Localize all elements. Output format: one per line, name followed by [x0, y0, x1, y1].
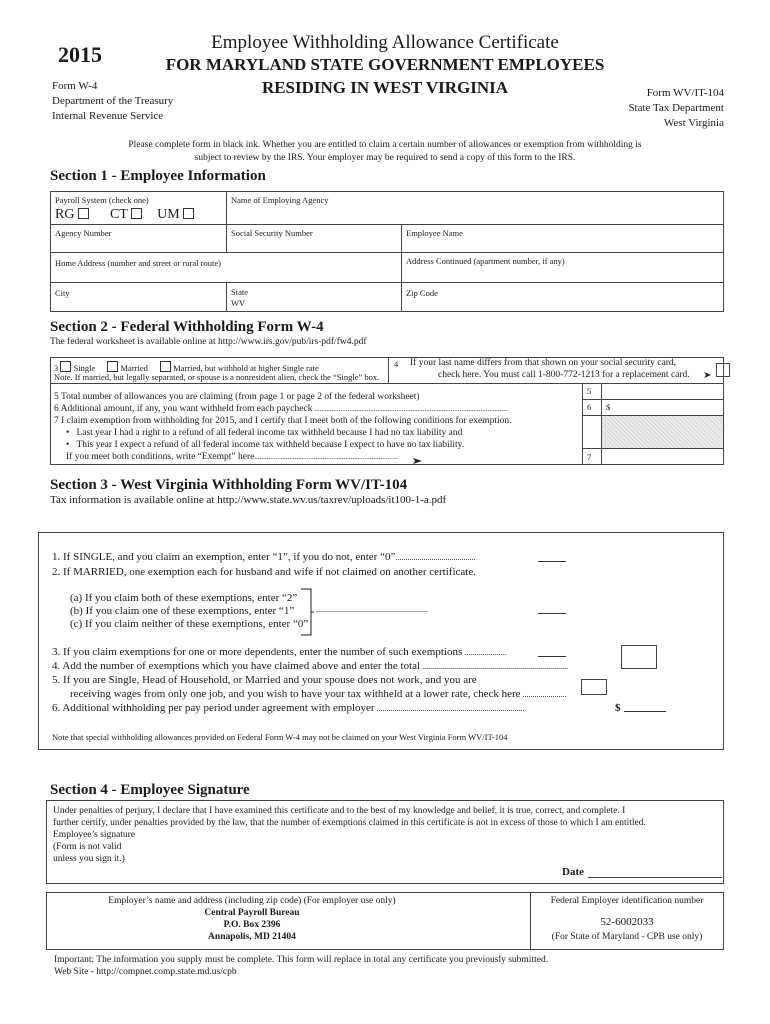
employer-name: Central Payroll Bureau — [204, 908, 300, 918]
wv-line1-input[interactable] — [538, 554, 566, 562]
section3-box — [38, 532, 724, 750]
wv-line6: 6. Additional withholding per pay period under agreement with employer .......................................................................... — [52, 702, 525, 714]
line6-text: 6 Additional amount, if any, you want withheld from each paycheck ............................................................................................................... — [54, 404, 509, 414]
irs-label: Internal Revenue Service — [52, 110, 164, 122]
state-tax-dept: State Tax Department — [628, 102, 724, 114]
single-checkbox[interactable] — [60, 361, 71, 372]
address-continued-label: Address Continued (apartment number, if any) — [406, 256, 565, 266]
date-label: Date — [562, 866, 584, 878]
employer-po-box: P.O. Box 2396 — [223, 920, 281, 930]
payroll-system-label: Payroll System (check one) — [55, 195, 149, 205]
ssn-label: Social Security Number — [231, 228, 313, 238]
wv-line5a: 5. If you are Single, Head of Household, or Married and your spouse does not work, and you are — [52, 674, 477, 686]
fein-note: (For State of Maryland - CPB use only) — [551, 932, 703, 942]
wv-line4-text: 4. Add the number of exemptions which you have claimed above and enter the total — [52, 660, 421, 672]
section4-title: Section 4 - Employee Signature — [50, 782, 250, 798]
wv-line6-input[interactable] — [624, 706, 666, 712]
wv-line2b — [70, 605, 294, 617]
filing-status-note: Note. If married, but legally separated, or spouse is a nonresident alien, check the “Single” box. — [54, 372, 380, 382]
city-field[interactable] — [52, 298, 224, 310]
payroll-options — [55, 207, 194, 223]
line7-text: 7 I claim exemption from withholding for 2015, and I certify that I meet both of the following conditions for exemption. — [54, 416, 512, 426]
zip-label: Zip Code — [406, 288, 438, 298]
um-label: UM — [157, 207, 180, 222]
bullet-2: • This year I expect a refund of all federal income tax withheld because I expect to have no tax liability. — [66, 440, 465, 450]
important-note: Important: The information you supply must be complete. This form will replace in total any certificate you previously submitted. — [54, 955, 549, 965]
wv-special-note: Note that special withholding allowances provided on Federal Form W-4 may not be claimed on your West Virginia Form WV/IT-104 — [52, 732, 508, 742]
home-address-label: Home Address (number and street or rural route) — [55, 258, 221, 268]
wv-lower-rate-checkbox[interactable] — [581, 679, 607, 695]
wv-line3-text: 3. If you claim exemptions for one or more dependents, enter the number of such exemptions — [52, 646, 463, 658]
married-label: Married — [120, 363, 148, 373]
married-checkbox[interactable] — [107, 361, 118, 372]
ct-checkbox[interactable] — [131, 208, 142, 219]
line3-number: 3 — [54, 363, 59, 373]
bullet-1: • Last year I had a right to a refund of all federal income tax withheld because I had no tax liability and — [66, 428, 463, 438]
ct-label: CT — [109, 207, 128, 222]
line4-text-b: check here. You must call 1-800-772-1213 for a replacement card. — [438, 370, 690, 380]
line4-number: 4 — [394, 359, 399, 369]
wv-line3: 3. If you claim exemptions for one or more dependents, enter the number of such exemptions ..................... — [52, 646, 507, 658]
wv-line6-dollar: $ — [615, 702, 621, 714]
ssn-field[interactable] — [228, 238, 399, 250]
home-address-field[interactable] — [52, 268, 399, 280]
name-differs-checkbox[interactable] — [716, 363, 730, 377]
shaded-area — [602, 416, 723, 448]
married-higher-label: Married, but withhold at higher Single rate — [173, 363, 319, 373]
wv-line2: 2. If MARRIED, one exemption each for husband and wife if not claimed on another certificate. — [52, 566, 476, 578]
form-year: 2015 — [58, 42, 102, 67]
state-field-label: State — [231, 287, 248, 297]
perjury-line-1: Under penalties of perjury, I declare that I have examined this certificate and to the best of my knowledge and belief, it is true, correct, and complete. I — [53, 806, 626, 816]
box7-label: 7 — [587, 452, 592, 462]
employee-name-label: Employee Name — [406, 228, 463, 238]
dept-treasury: Department of the Treasury — [52, 95, 174, 107]
employer-label: Employer’s name and address (including zip code) (For employer use only) — [108, 896, 396, 906]
wv-total-exemptions-box[interactable] — [621, 645, 657, 669]
employer-city: Annapolis, MD 21404 — [208, 932, 296, 942]
exempt-field[interactable] — [602, 449, 723, 464]
form-w4-label: Form W-4 — [52, 80, 98, 92]
wv-line2a: (a) If you claim both of these exemptions, enter “2” — [70, 592, 298, 604]
wv-line2c: (c) If you claim neither of these exemptions, enter “0” — [70, 618, 309, 630]
wv-line1-text: 1. If SINGLE, and you claim an exemption, enter “1”, if you do not, enter “0” — [52, 551, 396, 563]
employee-name-field[interactable] — [403, 238, 722, 250]
um-checkbox[interactable] — [183, 208, 194, 219]
bracket-icon — [300, 588, 314, 641]
line4-text-a: If your last name differs from that shown on your social security card, — [410, 358, 677, 368]
date-line[interactable] — [588, 877, 722, 878]
form-title: Employee Withholding Allowance Certificate — [211, 32, 559, 53]
line6-label: 6 Additional amount, if any, you want withheld from each paycheck — [54, 404, 313, 414]
bullet-1-text: Last year I had a right to a refund of all federal income tax withheld because I had no tax liability and — [76, 428, 463, 438]
bullet-2-text: This year I expect a refund of all federal income tax withheld because I expect to have no tax liability. — [76, 440, 465, 450]
rg-checkbox[interactable] — [78, 208, 89, 219]
instructions-line-2: subject to review by the IRS. Your employer may be required to send a copy of this form to the IRS. — [194, 153, 576, 163]
form-subtitle-1: FOR MARYLAND STATE GOVERNMENT EMPLOYEES — [165, 55, 605, 74]
wv-tax-info: Tax information is available online at http://www.state.wv.us/taxrev/uploads/it100-1-a.pdf — [50, 494, 447, 506]
box6-label: 6 — [587, 402, 592, 412]
wv-line1: 1. If SINGLE, and you claim an exemption, enter “1”, if you do not, enter “0”........................................ — [52, 551, 476, 563]
rg-label: RG — [55, 207, 75, 222]
city-label: City — [55, 288, 70, 298]
federal-worksheet-note: The federal worksheet is available online at http://www.irs.gov/pub/irs-pdf/fw4.pdf — [50, 337, 367, 347]
signature-note-1: (Form is not valid — [53, 842, 122, 852]
section3-title: Section 3 - West Virginia Withholding Form WV/IT-104 — [50, 477, 408, 493]
wv-line2-input[interactable] — [538, 606, 566, 614]
agency-number-field[interactable] — [52, 238, 224, 250]
address-continued-field[interactable] — [403, 268, 722, 280]
exempt-label: If you meet both conditions, write “Exempt” here — [66, 452, 255, 462]
perjury-line-2: further certify, under penalties provided by the law, that the number of exemptions claimed in this certificate is not in excess of those to which I am entitled. — [53, 818, 646, 828]
wv-line6-text: 6. Additional withholding per pay period under agreement with employer — [52, 702, 375, 714]
agency-name-field[interactable] — [228, 206, 722, 222]
section1-title: Section 1 - Employee Information — [50, 168, 266, 184]
wv-line2b-text: (b) If you claim one of these exemptions, enter “1” — [70, 605, 295, 617]
wv-line2-dots: ........................................................ — [316, 605, 428, 614]
additional-amount-field[interactable] — [614, 400, 723, 414]
fein-label: Federal Employer identification number — [550, 896, 704, 906]
wv-line4: 4. Add the number of exemptions which you have claimed above and enter the total ......................................................................... — [52, 660, 569, 672]
single-label: Single — [73, 363, 96, 373]
section2-title: Section 2 - Federal Withholding Form W-4 — [50, 319, 324, 335]
line5-text: 5 Total number of allowances you are claiming (from page 1 or page 2 of the federal worksheet) — [54, 392, 420, 402]
wv-line3-input[interactable] — [538, 649, 566, 657]
form-subtitle-2: RESIDING IN WEST VIRGINIA — [261, 78, 509, 97]
signature-label: Employee’s signature — [53, 830, 136, 840]
agency-number-label: Agency Number — [55, 228, 112, 238]
married-higher-checkbox[interactable] — [160, 361, 171, 372]
signature-field[interactable] — [140, 842, 540, 872]
box6-dollar: $ — [606, 402, 611, 412]
instructions-line-1: Please complete form in black ink. Whether you are entitled to claim a certain number of allowances or exemption from withholding is — [128, 140, 642, 150]
state-value: WV — [231, 298, 246, 308]
zip-field[interactable] — [403, 298, 722, 310]
exempt-arrow-icon — [412, 453, 424, 471]
exempt-line: If you meet both conditions, write “Exempt” here.................................................................................. — [66, 452, 398, 462]
line4-arrow-icon — [703, 367, 713, 385]
website-link[interactable]: Web Site - http://compnet.comp.state.md.us/cpb — [54, 967, 237, 977]
fein-value: 52-6002033 — [600, 916, 654, 928]
allowances-field[interactable] — [602, 384, 723, 398]
signature-note-2: unless you sign it.) — [53, 854, 125, 864]
wv-line5b-text: receiving wages from only one job, and you wish to have your tax withheld at a lower rate, check here — [70, 688, 521, 700]
agency-name-label: Name of Employing Agency — [231, 195, 329, 205]
wv-line5b: receiving wages from only one job, and you wish to have your tax withheld at a lower rate, check here ...................... — [70, 688, 567, 700]
state-label: West Virginia — [663, 117, 724, 129]
box5-label: 5 — [587, 386, 592, 396]
form-wv-label: Form WV/IT-104 — [646, 87, 724, 99]
